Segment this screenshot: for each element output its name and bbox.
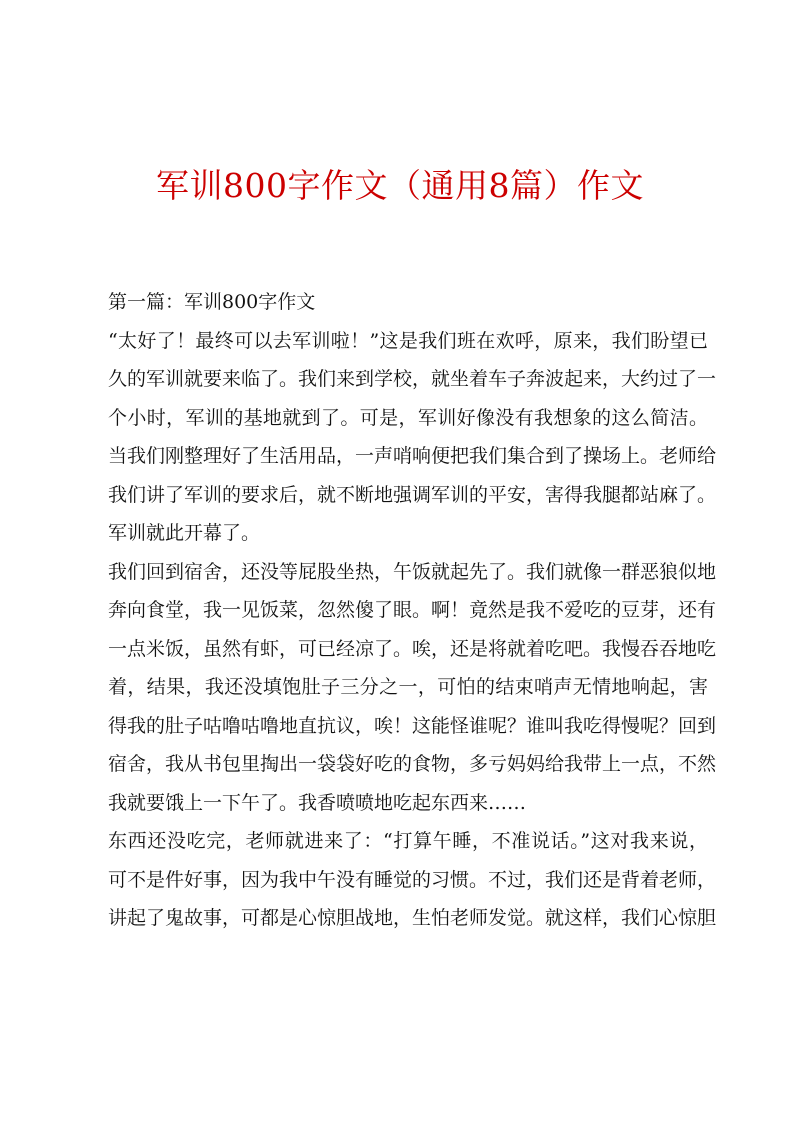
text-line: 讲起了鬼故事，可都是心惊胆战地，生怕老师发觉。就这样，我们心惊胆 xyxy=(108,907,717,929)
text-line: “太好了！最终可以去军训啦！”这是我们班在欢呼，原来，我们盼望已 xyxy=(108,329,708,352)
text-line: 当我们刚整理好了生活用品，一声哨响便把我们集合到了操场上。老师给 xyxy=(108,445,717,467)
text-line: 东西还没吃完，老师就进来了：“打算午睡，不准说话。”这对我来说， xyxy=(108,830,708,852)
text-line: 得我的肚子咕噜咕噜地直抗议，唉！这能怪谁呢？谁叫我吃得慢呢？回到 xyxy=(108,714,717,737)
text-line: 可不是件好事，因为我中午没有睡觉的习惯。不过，我们还是背着老师， xyxy=(108,868,717,891)
document-body xyxy=(108,283,717,938)
text-line: 我们回到宿舍，还没等屁股坐热，午饭就起先了。我们就像一群恶狼似地 xyxy=(108,560,717,583)
document-title: 军训800字作文（通用8篇）作文 xyxy=(156,166,644,205)
text-line: 个小时，军训的基地就到了。可是，军训好像没有我想象的这么简洁。 xyxy=(108,406,708,429)
text-line: 一点米饭，虽然有虾，可已经凉了。唉，还是将就着吃吧。我慢吞吞地吃 xyxy=(108,637,717,660)
text-line: 我们讲了军训的要求后，就不断地强调军训的平安，害得我腿都站麻了。 xyxy=(108,483,717,506)
text-line: 我就要饿上一下午了。我香喷喷地吃起东西来…… xyxy=(108,791,527,814)
text-line: 着，结果，我还没填饱肚子三分之一，可怕的结束哨声无情地响起，害 xyxy=(108,676,708,698)
text-line: 军训就此开幕了。 xyxy=(108,522,261,544)
section-heading: 第一篇：军训800字作文 xyxy=(108,291,316,313)
text-line: 宿舍，我从书包里掏出一袋袋好吃的食物，多亏妈妈给我带上一点，不然 xyxy=(108,753,717,775)
text-line: 久的军训就要来临了。我们来到学校，就坐着车子奔波起来，大约过了一 xyxy=(108,368,717,390)
text-line: 奔向食堂，我一见饭菜，忽然傻了眼。啊！竟然是我不爱吃的豆芽，还有 xyxy=(108,599,717,621)
